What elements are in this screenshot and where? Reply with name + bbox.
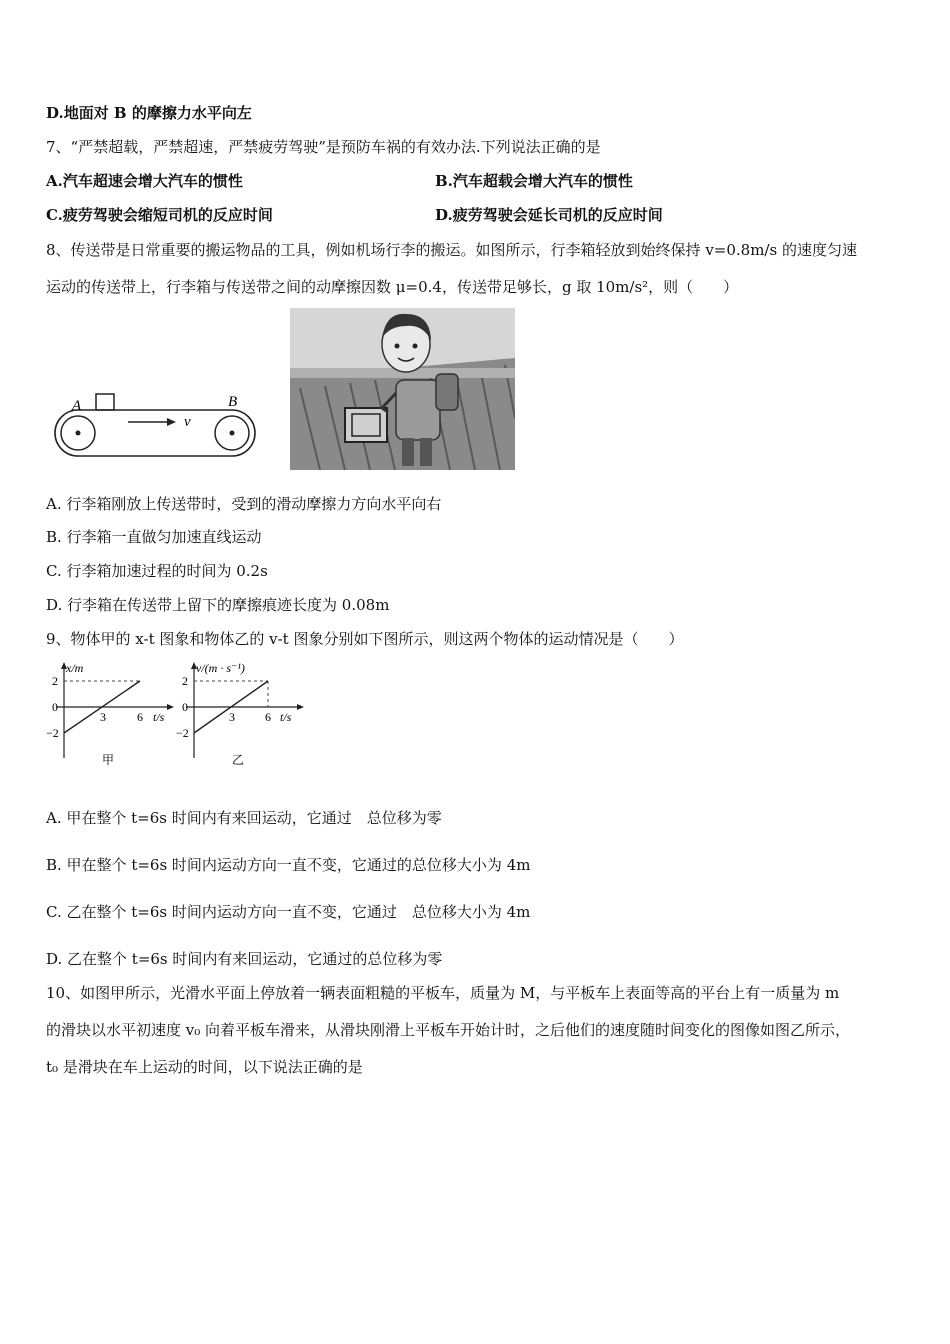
q9-option-b: B. 甲在整个 t=6s 时间内运动方向一直不变，它通过的总位移大小为 4m	[46, 856, 531, 874]
backpack	[436, 374, 458, 410]
q7-option-d: D.疲劳驾驶会延长司机的反应时间	[435, 206, 663, 224]
graph-yi-vt	[172, 660, 307, 770]
person-body	[396, 380, 440, 440]
label-b: B	[228, 394, 238, 410]
q9-option-a: A. 甲在整个 t=6s 时间内有来回运动，它通过 总位移为零	[46, 809, 442, 827]
q9-stem: 9、物体甲的 x-t 图象和物体乙的 v-t 图象分别如下图所示，则这两个物体的运动情况是（ ）	[46, 630, 684, 648]
q7-option-c: C.疲劳驾驶会缩短司机的反应时间	[46, 206, 273, 224]
label-v: v	[184, 414, 191, 430]
ylabel: x/m	[66, 661, 84, 675]
xlabel: t/s	[280, 710, 292, 724]
q8-option-c: C. 行李箱加速过程的时间为 0.2s	[46, 562, 268, 580]
q7-stem: 7、“严禁超载，严禁超速，严禁疲劳驾驶”是预防车祸的有效办法.下列说法正确的是	[46, 138, 601, 156]
caption: 乙	[232, 753, 245, 767]
tick-m2: −2	[46, 726, 59, 740]
q6-option-d: D.地面对 B 的摩擦力水平向左	[46, 104, 252, 122]
tick-0: 0	[52, 700, 58, 714]
tick-3: 3	[100, 710, 106, 724]
tick-m2: −2	[176, 726, 189, 740]
tick-6: 6	[137, 710, 143, 724]
q7-option-a: A.汽车超速会增大汽车的惯性	[46, 172, 243, 190]
luggage-box	[96, 394, 114, 410]
tick-6: 6	[265, 710, 271, 724]
q8-stem-line2: 运动的传送带上，行李箱与传送带之间的动摩擦因数 μ=0.4，传送带足够长，g 取 10m/s²，则（ ）	[46, 278, 739, 296]
ylabel: v/(m · s⁻¹)	[196, 661, 245, 675]
q10-stem-line2: 的滑块以水平初速度 v₀ 向着平板车滑来，从滑块刚滑上平板车开始计时，之后他们的速度随时间变化的图像如图乙所示，	[46, 1021, 851, 1039]
label-a: A	[72, 398, 82, 414]
xlabel: t/s	[153, 710, 165, 724]
luggage-carousel-illustration	[290, 308, 515, 470]
tick-2: 2	[182, 674, 188, 688]
q8-option-b: B. 行李箱一直做匀加速直线运动	[46, 528, 262, 546]
tick-0: 0	[182, 700, 188, 714]
q9-option-d: D. 乙在整个 t=6s 时间内有来回运动，它通过的总位移为零	[46, 950, 443, 968]
q8-option-d: D. 行李箱在传送带上留下的摩擦痕迹长度为 0.08m	[46, 596, 390, 614]
caption: 甲	[102, 753, 115, 767]
q9-option-c: C. 乙在整个 t=6s 时间内运动方向一直不变，它通过 总位移大小为 4m	[46, 903, 531, 921]
q10-stem-line3: t₀ 是滑块在车上运动的时间，以下说法正确的是	[46, 1058, 363, 1076]
graph-jia-xt	[40, 660, 175, 770]
conveyor-belt-diagram	[52, 390, 262, 465]
q8-option-a: A. 行李箱刚放上传送带时，受到的滑动摩擦力方向水平向右	[46, 495, 442, 513]
tick-3: 3	[229, 710, 235, 724]
q10-stem-line1: 10、如图甲所示，光滑水平面上停放着一辆表面粗糙的平板车，质量为 M，与平板车上表面等高的平台上有一质量为 m	[46, 984, 840, 1002]
q8-stem-line1: 8、传送带是日常重要的搬运物品的工具，例如机场行李的搬运。如图所示，行李箱轻放到始终保持 v=0.8m/s 的速度匀速	[46, 241, 857, 259]
tick-2: 2	[52, 674, 58, 688]
q7-option-b: B.汽车超载会增大汽车的惯性	[435, 172, 633, 190]
